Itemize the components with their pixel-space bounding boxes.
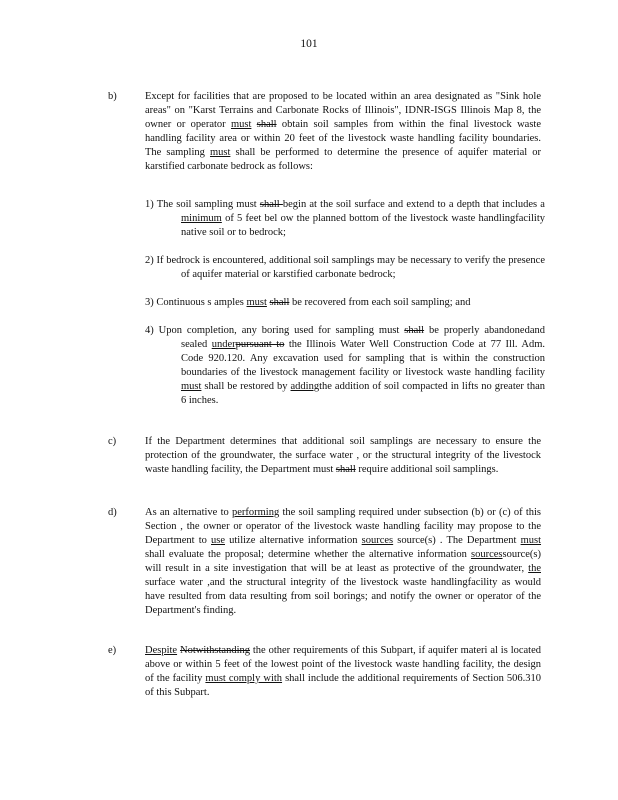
subparagraph-3: 3) Continuous s amples must shall be recovered from each soil sampling; and: [145, 297, 471, 308]
paragraph-text: Despite Notwithstanding the other requirements of this Subpart, if aquifer materi al is located above or within 5 feet of the lowest point of the livestock waste handling facility, the design of the facility must comply with shall include the additional requirements of Section 506.310 of this Subpart.: [145, 645, 542, 698]
paragraph-letter: c): [108, 436, 117, 447]
paragraph-text: Except for facilities that are proposed to be located within an area designated as "Sink hole areas" on "Karst Terrains and Carbonate Rocks of Illinois", IDNR-ISGS Illinois Map 8, the owner or operator must shall obtain soil samples from within the final livestock waste handling facility area or within 20 feet of the livestock waste handling facility boundaries. The sampling must shall be performed to determine the presence of aquifer material or karstified carbonate bedrock as follows:: [145, 91, 542, 172]
paragraph-text: As an alternative to performing the soil sampling required under subsection (b) or (c) of this Section , the owner or operator of the livestock waste handling facility may propose to the Department to use utilize alternative information sources source(s) . The Department must shall evaluate the proposal; determine whether the alternative information sourcessource(s) will result in a site investigation that will be at least as protective of the groundwater, the surface water ,and the structural integrity of the livestock waste handlingfacility as would have resulted from data resulting from soil borings; and notify the owner or operator of the Department's finding.: [145, 507, 542, 616]
paragraph-letter: b): [108, 91, 117, 102]
paragraph-letter: d): [108, 507, 117, 518]
paragraph-text: If the Department determines that additional soil samplings are necessary to ensure the protection of the groundwater, the surface water , or the structural integrity of the livestock waste handling facility, the Department must shall require additional soil samplings.: [145, 436, 541, 475]
subparagraph-2: 2) If bedrock is encountered, additional soil samplings may be necessary to verify the presence of aquifer material or karstified carbonate bedrock;: [145, 255, 545, 280]
subparagraph-1: 1) The soil sampling must shall begin at the soil surface and extend to a depth that includes a minimum of 5 feet bel ow the planned bottom of the livestock waste handlingfacility native soil or to bedrock;: [145, 199, 545, 238]
paragraph-letter: e): [108, 645, 117, 656]
page-number: 101: [300, 38, 318, 50]
subparagraph-4: 4) Upon completion, any boring used for sampling must shall be properly abandonedand sealed underpursuant to the Illinois Water Well Construction Code at 77 Ill. Adm. Code 920.120. Any excavation used for sampling that is within the construction boundaries of the livestock management facility or livestock waste handling facility must shall be restored by addingthe addition of soil compacted in lifts no greater than 6 inches.: [145, 325, 545, 406]
